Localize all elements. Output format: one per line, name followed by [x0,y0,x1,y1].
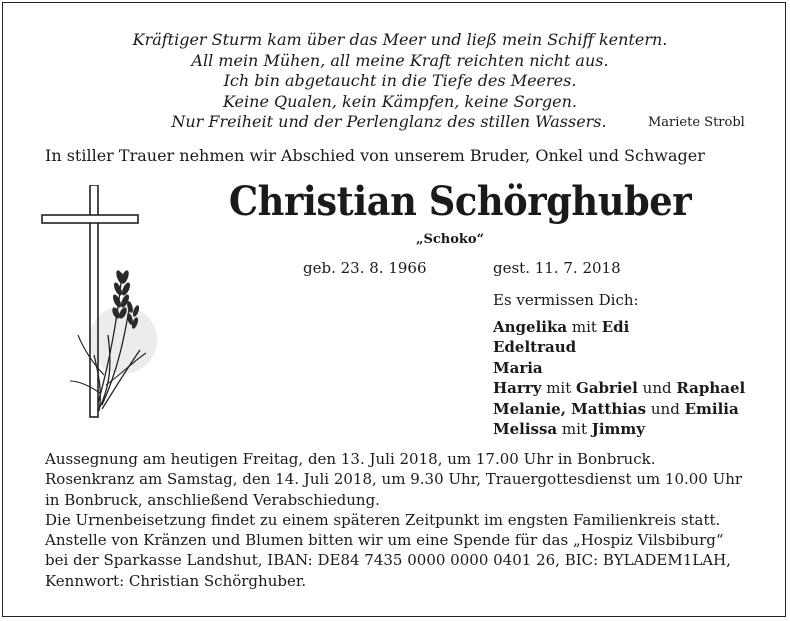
poem-line: All mein Mühen, all meine Kraft reichten nicht aus. [191,50,609,70]
mourner-connector: mit [541,379,577,397]
poem-line: Keine Qualen, kein Kämpfen, keine Sorgen. [223,91,577,111]
mourner-connector: und [646,399,685,418]
details-line: Kennwort: Christian Schörghuber. [45,571,307,590]
mourner-line [493,378,745,399]
mourner-name: Edeltraud [493,338,577,356]
mourner-connector: mit [567,317,602,336]
deceased-name: Christian Schörghuber [228,178,692,225]
deceased-nickname: „Schoko“ [416,232,485,247]
mourner-name: Maria [493,358,543,377]
mourner-name: Melissa [493,420,558,438]
mourner-line [493,317,745,338]
birth-date: geb. 23. 8. 1966 [303,259,427,277]
mourner-line [493,358,745,379]
poem-line: Nur Freiheit und der Perlenglanz des stillen Wassers. [171,112,607,131]
service-details [45,449,765,591]
details-line: bei der Sparkasse Landshut, IBAN: DE84 7435 0000 0000 0401 26, BIC: BYLADEM1LAH, [45,551,731,570]
mourner-line [493,337,745,358]
poem-author: Mariete Strobl [648,115,745,130]
mourner-name: Gabriel [576,379,638,397]
mourner-name: Raphael [676,379,746,397]
poem-line: Ich bin abgetaucht in die Tiefe des Meeres. [223,71,577,90]
details-line: Anstelle von Kränzen und Blumen bitten wir um eine Spende für das „Hospiz Vilsbiburg“ [45,531,724,550]
details-line: Rosenkranz am Samstag, den 14. Juli 2018, um 9.30 Uhr, Trauergottesdienst um 10.00 Uhr [45,470,743,489]
details-line: in Bonbruck, anschließend Verabschiedung. [45,490,380,509]
mourner-name: Melanie, Matthias [493,399,647,418]
mourner-name: Edi [601,317,630,336]
mourner-connector: und [637,379,677,397]
mourner-name: Harry [493,379,542,397]
mourner-line [493,399,745,420]
mourner-name: Angelika [493,317,568,336]
mourner-name: Emilia [684,399,739,418]
mourner-line [493,419,745,440]
poem-line: Kräftiger Sturm kam über das Meer und ließ mein Schiff kentern. [132,30,668,49]
mourner-connector: mit [557,420,592,438]
mourner-lines [493,317,745,440]
intro-text: In stiller Trauer nehmen wir Abschied von unserem Bruder, Onkel und Schwager [45,146,705,165]
details-line: Aussegnung am heutigen Freitag, den 13. Juli 2018, um 17.00 Uhr in Bonbruck. [45,450,656,468]
details-line: Die Urnenbeisetzung findet zu einem späteren Zeitpunkt im engsten Familienkreis statt. [45,510,721,529]
mourners-heading: Es vermissen Dich: [493,291,639,309]
mourner-name: Jimmy [591,420,646,438]
death-date: gest. 11. 7. 2018 [493,259,621,277]
mourners-list [493,290,745,440]
